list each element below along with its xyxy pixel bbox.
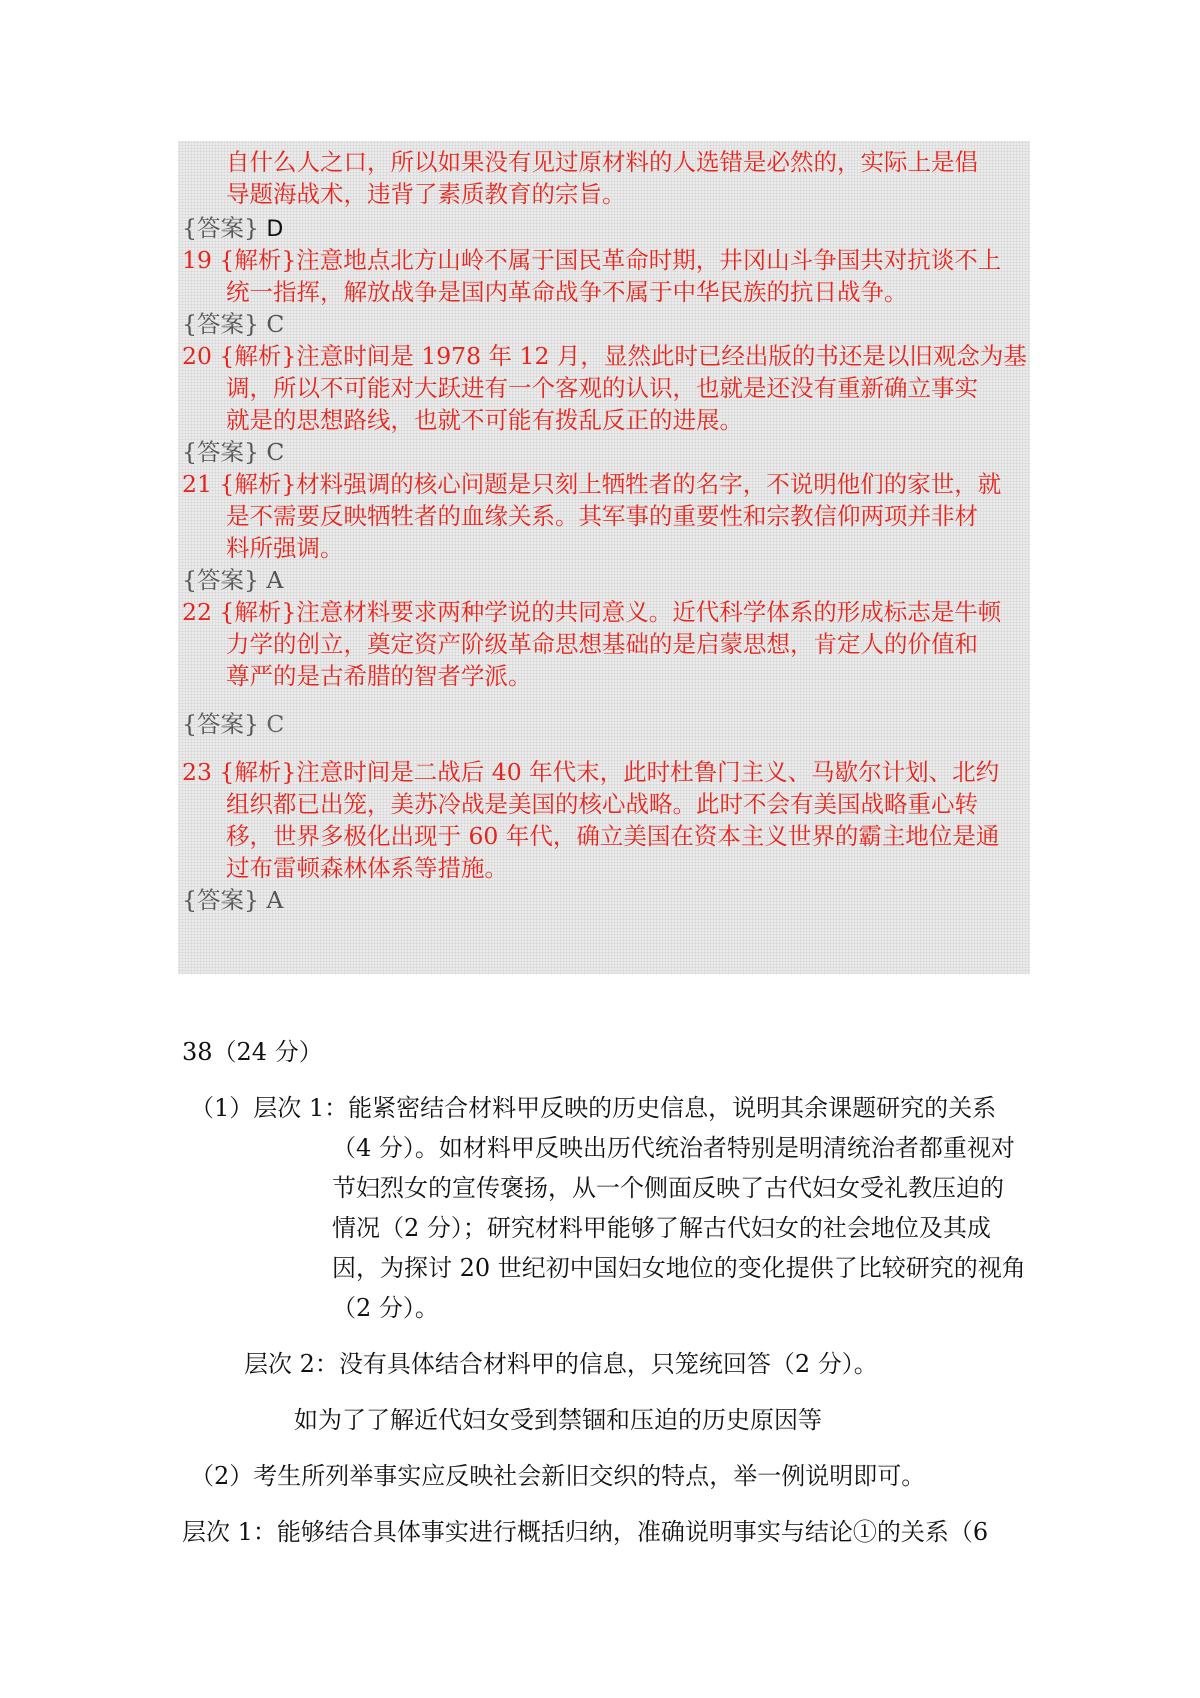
q38-part1-line: （1）层次 1：能紧密结合材料甲反映的历史信息，说明其余课题研究的关系 [190,1094,997,1122]
q19-explanation-line: 统一指挥，解放战争是国内革命战争不属于中华民族的抗日战争。 [226,278,908,306]
q23-explanation-line: 过布雷顿森林体系等措施。 [226,854,508,882]
q38-level2: 层次 2：没有具体结合材料甲的信息，只笼统回答（2 分）。 [244,1350,878,1378]
q20-explanation-line: 就是的思想路线，也就不可能有拨乱反正的进展。 [226,406,743,434]
q20-explanation-line: 20 {解析}注意时间是 1978 年 12 月，显然此时已经出版的书还是以旧观念为基 [182,342,1027,370]
answer-label: {答案} [182,566,259,594]
q22-explanation-line: 22 {解析}注意材料要求两种学说的共同意义。近代科学体系的形成标志是牛顿 [182,598,1002,626]
q23-explanation-line: 23 {解析}注意时间是二战后 40 年代末，此时杜鲁门主义、马歇尔计划、北约 [182,758,1000,786]
answer-value: A [266,566,284,594]
answer-row [182,308,284,340]
q22-explanation-line: 力学的创立，奠定资产阶级革命思想基础的是启蒙思想，肯定人的价值和 [226,630,978,658]
answer-value: D [266,217,284,242]
answer-label: {答案} [182,438,259,466]
q38-part1-line: 节妇烈女的宣传褒扬，从一个侧面反映了古代妇女受礼教压迫的 [332,1174,1004,1202]
answer-value: C [266,710,285,738]
answer-label: {答案} [182,310,259,338]
answer-row [182,708,284,740]
q38-part1-line: 因，为探讨 20 世纪初中国妇女地位的变化提供了比较研究的视角 [332,1254,1026,1282]
q20-explanation-line: 调，所以不可能对大跃进有一个客观的认识，也就是还没有重新确立事实 [226,374,978,402]
q21-explanation-line: 是不需要反映牺牲者的血缘关系。其军事的重要性和宗教信仰两项并非材 [226,502,978,530]
answer-row [182,884,283,916]
q38-part2: （2）考生所列举事实应反映社会新旧交织的特点，举一例说明即可。 [190,1462,926,1490]
q21-explanation-line: 21 {解析}材料强调的核心问题是只刻上牺牲者的名字，不说明他们的家世，就 [182,470,1002,498]
q38-part1-line: 情况（2 分）；研究材料甲能够了解古代妇女的社会地位及其成 [332,1214,991,1242]
q22-explanation-line: 尊严的是古希腊的智者学派。 [226,662,532,690]
answer-value: A [266,886,284,914]
answer-label: {答案} [182,886,259,914]
answer-row [182,212,283,244]
answer-label: {答案} [182,710,259,738]
q23-explanation-line: 组织都已出笼，美苏冷战是美国的核心战略。此时不会有美国战略重心转 [226,790,978,818]
q38-example: 如为了了解近代妇女受到禁锢和压迫的历史原因等 [294,1406,822,1434]
q38-heading: 38（24 分） [182,1038,323,1066]
explanation-line: 自什么人之口，所以如果没有见过原材料的人选错是必然的，实际上是倡 [226,148,978,176]
q21-explanation-line: 料所强调。 [226,534,344,562]
q38-part1-line: （4 分）。如材料甲反映出历代统治者特别是明清统治者都重视对 [332,1134,1015,1162]
q38-part1-line: （2 分）。 [332,1294,439,1322]
answer-value: C [266,310,285,338]
answer-value: C [266,438,285,466]
answer-row [182,564,283,596]
explanation-line: 导题海战术，违背了素质教育的宗旨。 [226,180,626,208]
q23-explanation-line: 移，世界多极化出现于 60 年代，确立美国在资本主义世界的霸主地位是通 [226,822,1000,850]
q19-explanation-line: 19 {解析}注意地点北方山岭不属于国民革命时期，井冈山斗争国共对抗谈不上 [182,246,1002,274]
q38-part2-level1: 层次 1：能够结合具体事实进行概括归纳，准确说明事实与结论①的关系（6 [182,1518,989,1546]
answer-row [182,436,284,468]
answer-label: {答案} [182,214,259,242]
